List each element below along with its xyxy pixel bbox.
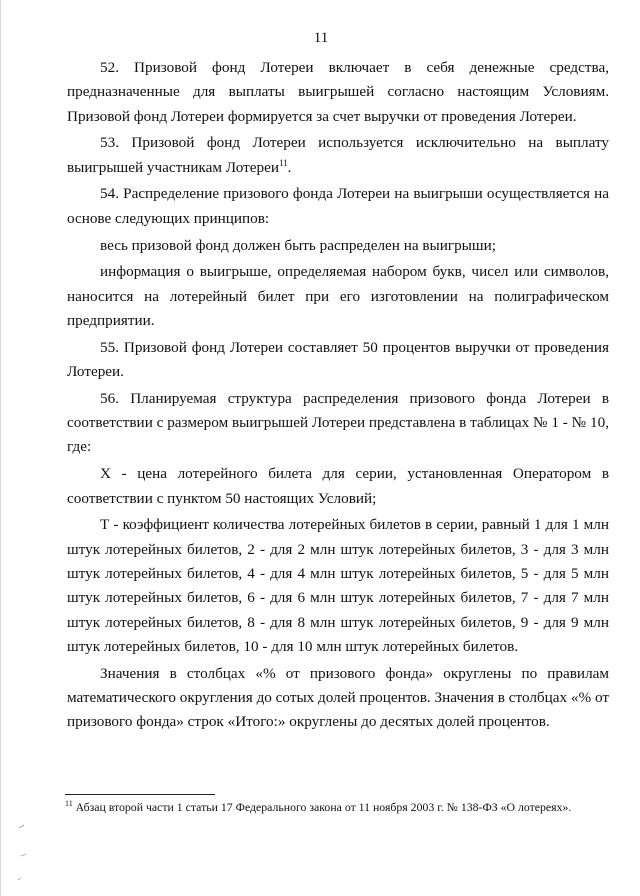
footnote-reference: 11 [278, 157, 288, 168]
main-text [67, 56, 609, 737]
paragraph-text: 55. Призовой фонд Лотереи составляет 50 процентов выручки от проведения Лотереи. [67, 338, 609, 381]
paragraph-definition-x [67, 462, 609, 511]
paragraph-56 [67, 387, 609, 460]
paragraph-text: X - цена лотерейного билета для серии, установленная Оператором в соответствии с пунктом 50 настоящих Условий; [67, 465, 609, 507]
paragraph-principle-1 [67, 234, 609, 258]
footnote-marker: 11 [65, 799, 73, 809]
paragraph-text: информация о выигрыше, определяемая набором букв, чисел или символов, наносится на лотерейный билет при его изготовлении на полиграфическом предприятии. [67, 263, 609, 329]
footnote-text: Абзац второй части 1 статьи 17 Федерального закона от 11 ноября 2003 г. № 138-ФЗ «О лотереях». [72, 800, 572, 814]
paragraph-text: Т - коэффициент количества лотерейных билетов в серии, равный 1 для 1 млн штук лотерейных билетов, 2 - для 2 млн штук лотерейных билетов, 3 - для 3 млн штук лотерейных билетов, 4 - для 4 млн штук лотерейных билетов, 5 - для 5 млн штук лотерейных билетов, 6 - для 6 млн штук лотерейных билетов, 7 - для 7 млн штук лотерейных билетов, 8 - для 8 млн штук лотерейных билетов, 9 - для 9 млн штук лотерейных билетов, 10 - для 10 млн штук лотерейных билетов. [67, 516, 609, 655]
paragraph-text: 56. Планируемая структура распределения призового фонда Лотереи в соответствии с размером выигрышей Лотереи представлена в таблицах № 1 - № 10, где: [67, 389, 609, 456]
paragraph-text: 52. Призовой фонд Лотереи включает в себя денежные средства, предназначенные для выплаты выигрышей согласно настоящим Условиям. Призовой фонд Лотереи формируется за счет выручки от проведения Лотереи. [67, 59, 609, 125]
paragraph-53 [67, 131, 609, 180]
paragraph-text: 53. Призовой фонд Лотереи используется исключительно на выплату выигрышей участникам Лотереи [67, 134, 609, 176]
paragraph-55 [67, 336, 609, 385]
paragraph-text-end: . [287, 158, 292, 176]
page-number: 11 [313, 30, 329, 46]
paragraph-text: Значения в столбцах «% от призового фонда» округлены по правилам математического округления до сотых долей процентов. Значения в столбцах «% от призового фонда» строк «Итого:» округлены до десятых долей процентов. [67, 664, 609, 731]
paragraph-principle-2 [67, 260, 609, 333]
paragraph-rounding [67, 662, 609, 735]
paragraph-definition-t [67, 513, 609, 659]
footnote [65, 799, 610, 815]
footnote-divider [65, 794, 215, 795]
paragraph-54 [67, 182, 609, 231]
scan-specks [15, 820, 35, 890]
paragraph-52 [67, 56, 609, 129]
paragraph-text: весь призовой фонд должен быть распределен на выигрыши; [100, 236, 496, 254]
paragraph-text: 54. Распределение призового фонда Лотереи на выигрыши осуществляется на основе следующих принципов: [67, 185, 609, 227]
